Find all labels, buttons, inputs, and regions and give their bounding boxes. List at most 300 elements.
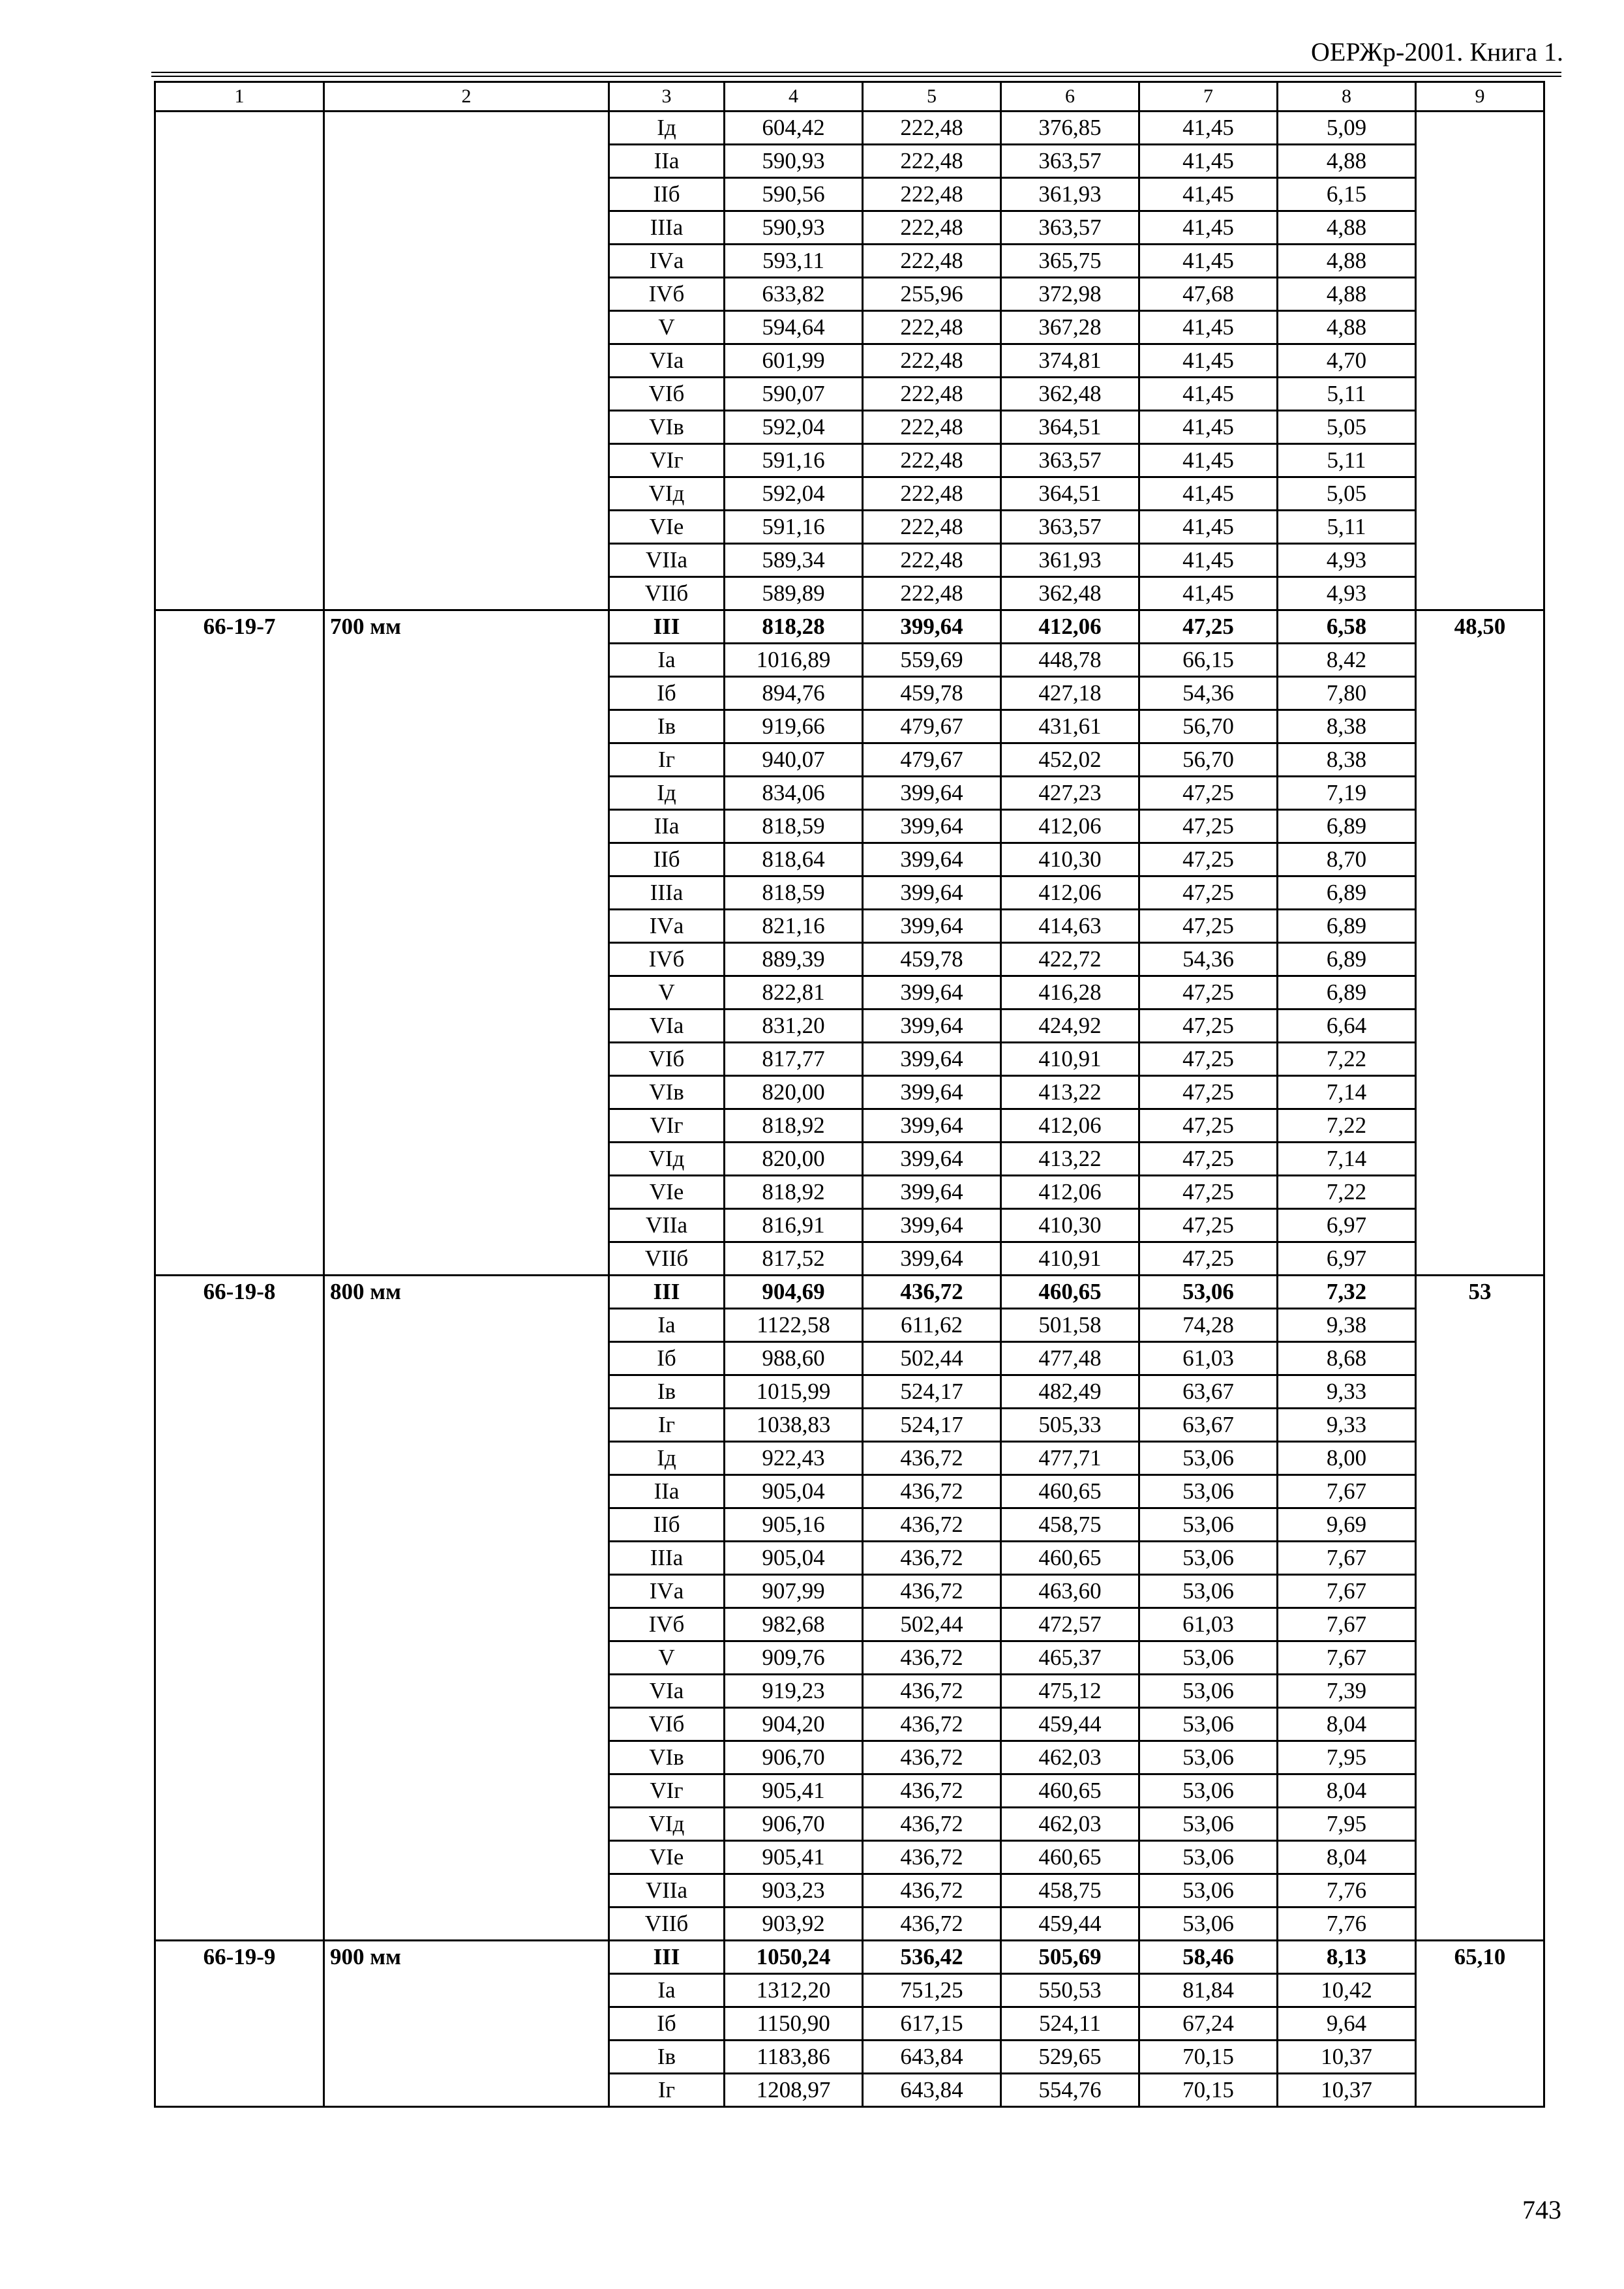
total-cost-cell: 591,16 bbox=[725, 444, 863, 477]
machinist-wages-cell: 54,36 bbox=[1139, 943, 1278, 976]
materials-cost-cell: 7,19 bbox=[1278, 777, 1416, 810]
total-cost-cell: 593,11 bbox=[725, 245, 863, 278]
materials-cost-cell: 7,14 bbox=[1278, 1143, 1416, 1176]
materials-cost-cell: 6,89 bbox=[1278, 876, 1416, 910]
machine-cost-cell: 367,28 bbox=[1001, 311, 1139, 344]
machine-cost-cell: 361,93 bbox=[1001, 544, 1139, 577]
machine-cost-cell: 361,93 bbox=[1001, 178, 1139, 211]
wages-cost-cell: 222,48 bbox=[863, 577, 1001, 610]
total-cost-cell: 604,42 bbox=[725, 112, 863, 145]
machine-cost-cell: 524,11 bbox=[1001, 2007, 1139, 2041]
wages-cost-cell: 399,64 bbox=[863, 1076, 1001, 1109]
machine-cost-cell: 465,37 bbox=[1001, 1641, 1139, 1675]
total-cost-cell: 905,41 bbox=[725, 1841, 863, 1874]
wages-cost-cell: 643,84 bbox=[863, 2074, 1001, 2107]
total-cost-cell: 818,92 bbox=[725, 1176, 863, 1209]
materials-cost-cell: 8,38 bbox=[1278, 743, 1416, 777]
total-cost-cell: 889,39 bbox=[725, 943, 863, 976]
wages-cost-cell: 222,48 bbox=[863, 411, 1001, 444]
region-column-cell: Iа bbox=[609, 1309, 725, 1342]
wages-cost-cell: 222,48 bbox=[863, 178, 1001, 211]
region-column-cell: VIв bbox=[609, 1076, 725, 1109]
machine-cost-cell: 364,51 bbox=[1001, 411, 1139, 444]
materials-cost-cell: 7,22 bbox=[1278, 1109, 1416, 1143]
materials-cost-cell: 4,88 bbox=[1278, 245, 1416, 278]
region-column-cell: VIIб bbox=[609, 1908, 725, 1941]
wages-cost-cell: 399,64 bbox=[863, 843, 1001, 876]
region-column-cell: IVб bbox=[609, 1608, 725, 1641]
materials-cost-cell: 6,58 bbox=[1278, 610, 1416, 644]
materials-cost-cell: 8,68 bbox=[1278, 1342, 1416, 1375]
materials-cost-cell: 8,00 bbox=[1278, 1442, 1416, 1475]
materials-cost-cell: 7,22 bbox=[1278, 1043, 1416, 1076]
wages-cost-cell: 643,84 bbox=[863, 2041, 1001, 2074]
materials-cost-cell: 4,88 bbox=[1278, 278, 1416, 311]
materials-cost-cell: 6,97 bbox=[1278, 1242, 1416, 1276]
region-column-cell: IIб bbox=[609, 843, 725, 876]
machine-cost-cell: 413,22 bbox=[1001, 1143, 1139, 1176]
materials-cost-cell: 6,89 bbox=[1278, 976, 1416, 1010]
total-cost-cell: 982,68 bbox=[725, 1608, 863, 1641]
machinist-wages-cell: 47,25 bbox=[1139, 1176, 1278, 1209]
column-number: 2 bbox=[324, 82, 609, 112]
materials-cost-cell: 7,32 bbox=[1278, 1276, 1416, 1309]
materials-cost-cell: 8,04 bbox=[1278, 1841, 1416, 1874]
total-cost-cell: 590,93 bbox=[725, 145, 863, 178]
name-cell bbox=[324, 112, 609, 610]
total-cost-cell: 818,92 bbox=[725, 1109, 863, 1143]
machinist-wages-cell: 74,28 bbox=[1139, 1309, 1278, 1342]
total-cost-cell: 831,20 bbox=[725, 1010, 863, 1043]
wages-cost-cell: 399,64 bbox=[863, 1176, 1001, 1209]
materials-cost-cell: 6,89 bbox=[1278, 910, 1416, 943]
materials-cost-cell: 4,88 bbox=[1278, 211, 1416, 245]
column-number: 9 bbox=[1416, 82, 1544, 112]
wages-cost-cell: 222,48 bbox=[863, 378, 1001, 411]
materials-cost-cell: 6,64 bbox=[1278, 1010, 1416, 1043]
machine-cost-cell: 364,51 bbox=[1001, 477, 1139, 511]
machinist-wages-cell: 47,25 bbox=[1139, 843, 1278, 876]
machine-cost-cell: 458,75 bbox=[1001, 1874, 1139, 1908]
total-cost-cell: 818,59 bbox=[725, 876, 863, 910]
region-column-cell: VIе bbox=[609, 1841, 725, 1874]
unit-value-cell bbox=[1416, 112, 1544, 610]
machinist-wages-cell: 47,25 bbox=[1139, 976, 1278, 1010]
total-cost-cell: 817,77 bbox=[725, 1043, 863, 1076]
column-number: 1 bbox=[155, 82, 324, 112]
materials-cost-cell: 6,89 bbox=[1278, 810, 1416, 843]
wages-cost-cell: 559,69 bbox=[863, 644, 1001, 677]
table-row bbox=[155, 1276, 1544, 1309]
name-cell: 700 мм bbox=[324, 610, 609, 1276]
machinist-wages-cell: 47,25 bbox=[1139, 1109, 1278, 1143]
total-cost-cell: 594,64 bbox=[725, 311, 863, 344]
wages-cost-cell: 436,72 bbox=[863, 1641, 1001, 1675]
region-column-cell: IVа bbox=[609, 1575, 725, 1608]
machinist-wages-cell: 63,67 bbox=[1139, 1409, 1278, 1442]
machine-cost-cell: 363,57 bbox=[1001, 211, 1139, 245]
price-table bbox=[154, 81, 1545, 2108]
machinist-wages-cell: 53,06 bbox=[1139, 1641, 1278, 1675]
machine-cost-cell: 475,12 bbox=[1001, 1675, 1139, 1708]
region-column-cell: IVа bbox=[609, 245, 725, 278]
column-number: 8 bbox=[1278, 82, 1416, 112]
machine-cost-cell: 427,23 bbox=[1001, 777, 1139, 810]
machine-cost-cell: 452,02 bbox=[1001, 743, 1139, 777]
total-cost-cell: 1016,89 bbox=[725, 644, 863, 677]
region-column-cell: VIIб bbox=[609, 577, 725, 610]
machine-cost-cell: 416,28 bbox=[1001, 976, 1139, 1010]
total-cost-cell: 1050,24 bbox=[725, 1941, 863, 1974]
machinist-wages-cell: 67,24 bbox=[1139, 2007, 1278, 2041]
total-cost-cell: 592,04 bbox=[725, 477, 863, 511]
region-column-cell: VIе bbox=[609, 511, 725, 544]
machinist-wages-cell: 41,45 bbox=[1139, 344, 1278, 378]
machine-cost-cell: 550,53 bbox=[1001, 1974, 1139, 2007]
total-cost-cell: 903,23 bbox=[725, 1874, 863, 1908]
region-column-cell: Iд bbox=[609, 1442, 725, 1475]
region-column-cell: V bbox=[609, 976, 725, 1010]
table-row bbox=[155, 1941, 1544, 1974]
wages-cost-cell: 399,64 bbox=[863, 1010, 1001, 1043]
materials-cost-cell: 9,33 bbox=[1278, 1409, 1416, 1442]
machinist-wages-cell: 53,06 bbox=[1139, 1276, 1278, 1309]
materials-cost-cell: 5,11 bbox=[1278, 511, 1416, 544]
materials-cost-cell: 6,97 bbox=[1278, 1209, 1416, 1242]
total-cost-cell: 905,16 bbox=[725, 1508, 863, 1542]
materials-cost-cell: 7,67 bbox=[1278, 1575, 1416, 1608]
region-column-cell: VIг bbox=[609, 1774, 725, 1808]
machinist-wages-cell: 41,45 bbox=[1139, 378, 1278, 411]
region-column-cell: III bbox=[609, 1941, 725, 1974]
wages-cost-cell: 479,67 bbox=[863, 710, 1001, 743]
machine-cost-cell: 529,65 bbox=[1001, 2041, 1139, 2074]
region-column-cell: VIIа bbox=[609, 1209, 725, 1242]
total-cost-cell: 906,70 bbox=[725, 1808, 863, 1841]
region-column-cell: V bbox=[609, 1641, 725, 1675]
header-rule bbox=[151, 76, 1561, 77]
machine-cost-cell: 482,49 bbox=[1001, 1375, 1139, 1409]
region-column-cell: IIа bbox=[609, 1475, 725, 1508]
total-cost-cell: 922,43 bbox=[725, 1442, 863, 1475]
machine-cost-cell: 412,06 bbox=[1001, 810, 1139, 843]
wages-cost-cell: 524,17 bbox=[863, 1409, 1001, 1442]
machinist-wages-cell: 47,25 bbox=[1139, 910, 1278, 943]
materials-cost-cell: 7,39 bbox=[1278, 1675, 1416, 1708]
materials-cost-cell: 10,37 bbox=[1278, 2041, 1416, 2074]
total-cost-cell: 816,91 bbox=[725, 1209, 863, 1242]
region-column-cell: VIIб bbox=[609, 1242, 725, 1276]
machine-cost-cell: 460,65 bbox=[1001, 1542, 1139, 1575]
region-column-cell: VIг bbox=[609, 444, 725, 477]
machinist-wages-cell: 41,45 bbox=[1139, 211, 1278, 245]
region-column-cell: Iг bbox=[609, 1409, 725, 1442]
machine-cost-cell: 505,33 bbox=[1001, 1409, 1139, 1442]
materials-cost-cell: 5,11 bbox=[1278, 378, 1416, 411]
wages-cost-cell: 399,64 bbox=[863, 876, 1001, 910]
machinist-wages-cell: 47,25 bbox=[1139, 1076, 1278, 1109]
wages-cost-cell: 222,48 bbox=[863, 344, 1001, 378]
total-cost-cell: 907,99 bbox=[725, 1575, 863, 1608]
wages-cost-cell: 617,15 bbox=[863, 2007, 1001, 2041]
region-column-cell: IVб bbox=[609, 278, 725, 311]
wages-cost-cell: 436,72 bbox=[863, 1442, 1001, 1475]
machinist-wages-cell: 53,06 bbox=[1139, 1808, 1278, 1841]
materials-cost-cell: 4,93 bbox=[1278, 544, 1416, 577]
machine-cost-cell: 363,57 bbox=[1001, 444, 1139, 477]
wages-cost-cell: 436,72 bbox=[863, 1508, 1001, 1542]
machinist-wages-cell: 47,68 bbox=[1139, 278, 1278, 311]
wages-cost-cell: 524,17 bbox=[863, 1375, 1001, 1409]
materials-cost-cell: 7,95 bbox=[1278, 1741, 1416, 1774]
machine-cost-cell: 363,57 bbox=[1001, 145, 1139, 178]
region-column-cell: VIд bbox=[609, 477, 725, 511]
wages-cost-cell: 222,48 bbox=[863, 112, 1001, 145]
machine-cost-cell: 462,03 bbox=[1001, 1741, 1139, 1774]
materials-cost-cell: 5,09 bbox=[1278, 112, 1416, 145]
machinist-wages-cell: 66,15 bbox=[1139, 644, 1278, 677]
region-column-cell: VIа bbox=[609, 1675, 725, 1708]
machine-cost-cell: 362,48 bbox=[1001, 577, 1139, 610]
total-cost-cell: 589,34 bbox=[725, 544, 863, 577]
machinist-wages-cell: 41,45 bbox=[1139, 311, 1278, 344]
region-column-cell: Iг bbox=[609, 2074, 725, 2107]
machinist-wages-cell: 58,46 bbox=[1139, 1941, 1278, 1974]
region-column-cell: Iв bbox=[609, 2041, 725, 2074]
table-body bbox=[155, 82, 1544, 2107]
machine-cost-cell: 501,58 bbox=[1001, 1309, 1139, 1342]
column-number: 3 bbox=[609, 82, 725, 112]
machinist-wages-cell: 70,15 bbox=[1139, 2074, 1278, 2107]
wages-cost-cell: 436,72 bbox=[863, 1774, 1001, 1808]
total-cost-cell: 592,04 bbox=[725, 411, 863, 444]
machine-cost-cell: 460,65 bbox=[1001, 1841, 1139, 1874]
machinist-wages-cell: 47,25 bbox=[1139, 1143, 1278, 1176]
column-number: 5 bbox=[863, 82, 1001, 112]
wages-cost-cell: 436,72 bbox=[863, 1841, 1001, 1874]
region-column-cell: IVб bbox=[609, 943, 725, 976]
machine-cost-cell: 463,60 bbox=[1001, 1575, 1139, 1608]
materials-cost-cell: 8,04 bbox=[1278, 1708, 1416, 1741]
wages-cost-cell: 399,64 bbox=[863, 610, 1001, 644]
materials-cost-cell: 7,67 bbox=[1278, 1475, 1416, 1508]
name-cell: 900 мм bbox=[324, 1941, 609, 2107]
machine-cost-cell: 462,03 bbox=[1001, 1808, 1139, 1841]
machinist-wages-cell: 41,45 bbox=[1139, 112, 1278, 145]
machine-cost-cell: 460,65 bbox=[1001, 1774, 1139, 1808]
machinist-wages-cell: 47,25 bbox=[1139, 810, 1278, 843]
wages-cost-cell: 255,96 bbox=[863, 278, 1001, 311]
total-cost-cell: 904,20 bbox=[725, 1708, 863, 1741]
region-column-cell: VIа bbox=[609, 1010, 725, 1043]
total-cost-cell: 821,16 bbox=[725, 910, 863, 943]
machinist-wages-cell: 47,25 bbox=[1139, 876, 1278, 910]
machinist-wages-cell: 53,06 bbox=[1139, 1508, 1278, 1542]
wages-cost-cell: 751,25 bbox=[863, 1974, 1001, 2007]
total-cost-cell: 905,41 bbox=[725, 1774, 863, 1808]
machine-cost-cell: 460,65 bbox=[1001, 1276, 1139, 1309]
wages-cost-cell: 222,48 bbox=[863, 311, 1001, 344]
column-number: 6 bbox=[1001, 82, 1139, 112]
materials-cost-cell: 4,88 bbox=[1278, 145, 1416, 178]
materials-cost-cell: 7,95 bbox=[1278, 1808, 1416, 1841]
region-column-cell: Iб bbox=[609, 1342, 725, 1375]
total-cost-cell: 590,93 bbox=[725, 211, 863, 245]
wages-cost-cell: 399,64 bbox=[863, 810, 1001, 843]
materials-cost-cell: 7,22 bbox=[1278, 1176, 1416, 1209]
machine-cost-cell: 431,61 bbox=[1001, 710, 1139, 743]
region-column-cell: VIIа bbox=[609, 1874, 725, 1908]
wages-cost-cell: 436,72 bbox=[863, 1575, 1001, 1608]
wages-cost-cell: 222,48 bbox=[863, 477, 1001, 511]
wages-cost-cell: 222,48 bbox=[863, 211, 1001, 245]
total-cost-cell: 633,82 bbox=[725, 278, 863, 311]
wages-cost-cell: 459,78 bbox=[863, 943, 1001, 976]
region-column-cell: Iб bbox=[609, 2007, 725, 2041]
total-cost-cell: 820,00 bbox=[725, 1076, 863, 1109]
header-rule bbox=[151, 72, 1561, 73]
wages-cost-cell: 399,64 bbox=[863, 910, 1001, 943]
machine-cost-cell: 410,91 bbox=[1001, 1043, 1139, 1076]
unit-value-cell: 53 bbox=[1416, 1276, 1544, 1941]
total-cost-cell: 590,07 bbox=[725, 378, 863, 411]
machine-cost-cell: 412,06 bbox=[1001, 876, 1139, 910]
region-column-cell: IIIа bbox=[609, 1542, 725, 1575]
wages-cost-cell: 436,72 bbox=[863, 1542, 1001, 1575]
machine-cost-cell: 448,78 bbox=[1001, 644, 1139, 677]
materials-cost-cell: 7,67 bbox=[1278, 1641, 1416, 1675]
materials-cost-cell: 8,42 bbox=[1278, 644, 1416, 677]
region-column-cell: Iа bbox=[609, 644, 725, 677]
machine-cost-cell: 376,85 bbox=[1001, 112, 1139, 145]
machine-cost-cell: 374,81 bbox=[1001, 344, 1139, 378]
machinist-wages-cell: 61,03 bbox=[1139, 1342, 1278, 1375]
machinist-wages-cell: 63,67 bbox=[1139, 1375, 1278, 1409]
total-cost-cell: 1208,97 bbox=[725, 2074, 863, 2107]
region-column-cell: VIе bbox=[609, 1176, 725, 1209]
total-cost-cell: 906,70 bbox=[725, 1741, 863, 1774]
region-column-cell: IVа bbox=[609, 910, 725, 943]
machinist-wages-cell: 41,45 bbox=[1139, 411, 1278, 444]
materials-cost-cell: 9,64 bbox=[1278, 2007, 1416, 2041]
region-column-cell: Iб bbox=[609, 677, 725, 710]
machinist-wages-cell: 47,25 bbox=[1139, 610, 1278, 644]
machine-cost-cell: 412,06 bbox=[1001, 1176, 1139, 1209]
total-cost-cell: 940,07 bbox=[725, 743, 863, 777]
machinist-wages-cell: 47,25 bbox=[1139, 1242, 1278, 1276]
region-column-cell: IIIа bbox=[609, 211, 725, 245]
machinist-wages-cell: 53,06 bbox=[1139, 1841, 1278, 1874]
machinist-wages-cell: 53,06 bbox=[1139, 1774, 1278, 1808]
region-column-cell: VIб bbox=[609, 1043, 725, 1076]
machine-cost-cell: 422,72 bbox=[1001, 943, 1139, 976]
wages-cost-cell: 399,64 bbox=[863, 1109, 1001, 1143]
region-column-cell: VIа bbox=[609, 344, 725, 378]
machine-cost-cell: 372,98 bbox=[1001, 278, 1139, 311]
region-column-cell: IIа bbox=[609, 145, 725, 178]
region-column-cell: Iд bbox=[609, 777, 725, 810]
machinist-wages-cell: 53,06 bbox=[1139, 1475, 1278, 1508]
wages-cost-cell: 399,64 bbox=[863, 1143, 1001, 1176]
machine-cost-cell: 412,06 bbox=[1001, 1109, 1139, 1143]
machine-cost-cell: 424,92 bbox=[1001, 1010, 1139, 1043]
machine-cost-cell: 459,44 bbox=[1001, 1908, 1139, 1941]
wages-cost-cell: 502,44 bbox=[863, 1608, 1001, 1641]
total-cost-cell: 1150,90 bbox=[725, 2007, 863, 2041]
machine-cost-cell: 410,30 bbox=[1001, 1209, 1139, 1242]
materials-cost-cell: 7,67 bbox=[1278, 1542, 1416, 1575]
materials-cost-cell: 9,38 bbox=[1278, 1309, 1416, 1342]
machinist-wages-cell: 41,45 bbox=[1139, 511, 1278, 544]
machinist-wages-cell: 53,06 bbox=[1139, 1542, 1278, 1575]
total-cost-cell: 1015,99 bbox=[725, 1375, 863, 1409]
machine-cost-cell: 477,71 bbox=[1001, 1442, 1139, 1475]
materials-cost-cell: 5,05 bbox=[1278, 477, 1416, 511]
materials-cost-cell: 10,42 bbox=[1278, 1974, 1416, 2007]
wages-cost-cell: 536,42 bbox=[863, 1941, 1001, 1974]
table-row bbox=[155, 610, 1544, 644]
machine-cost-cell: 458,75 bbox=[1001, 1508, 1139, 1542]
total-cost-cell: 988,60 bbox=[725, 1342, 863, 1375]
materials-cost-cell: 4,93 bbox=[1278, 577, 1416, 610]
wages-cost-cell: 436,72 bbox=[863, 1708, 1001, 1741]
total-cost-cell: 817,52 bbox=[725, 1242, 863, 1276]
total-cost-cell: 591,16 bbox=[725, 511, 863, 544]
machinist-wages-cell: 47,25 bbox=[1139, 1010, 1278, 1043]
name-cell: 800 мм bbox=[324, 1276, 609, 1941]
region-column-cell: III bbox=[609, 1276, 725, 1309]
unit-value-cell: 48,50 bbox=[1416, 610, 1544, 1276]
materials-cost-cell: 6,89 bbox=[1278, 943, 1416, 976]
region-column-cell: VIIа bbox=[609, 544, 725, 577]
wages-cost-cell: 222,48 bbox=[863, 444, 1001, 477]
wages-cost-cell: 222,48 bbox=[863, 245, 1001, 278]
machinist-wages-cell: 70,15 bbox=[1139, 2041, 1278, 2074]
machinist-wages-cell: 53,06 bbox=[1139, 1675, 1278, 1708]
materials-cost-cell: 4,70 bbox=[1278, 344, 1416, 378]
machinist-wages-cell: 47,25 bbox=[1139, 1043, 1278, 1076]
region-column-cell: Iв bbox=[609, 1375, 725, 1409]
region-column-cell: III bbox=[609, 610, 725, 644]
wages-cost-cell: 436,72 bbox=[863, 1475, 1001, 1508]
machinist-wages-cell: 47,25 bbox=[1139, 1209, 1278, 1242]
machinist-wages-cell: 53,06 bbox=[1139, 1908, 1278, 1941]
materials-cost-cell: 8,38 bbox=[1278, 710, 1416, 743]
wages-cost-cell: 479,67 bbox=[863, 743, 1001, 777]
materials-cost-cell: 7,76 bbox=[1278, 1908, 1416, 1941]
region-column-cell: IIа bbox=[609, 810, 725, 843]
code-cell: 66-19-7 bbox=[155, 610, 324, 1276]
materials-cost-cell: 9,33 bbox=[1278, 1375, 1416, 1409]
machine-cost-cell: 410,91 bbox=[1001, 1242, 1139, 1276]
machine-cost-cell: 459,44 bbox=[1001, 1708, 1139, 1741]
total-cost-cell: 589,89 bbox=[725, 577, 863, 610]
machinist-wages-cell: 47,25 bbox=[1139, 777, 1278, 810]
machinist-wages-cell: 56,70 bbox=[1139, 710, 1278, 743]
region-column-cell: IIIа bbox=[609, 876, 725, 910]
total-cost-cell: 822,81 bbox=[725, 976, 863, 1010]
materials-cost-cell: 8,13 bbox=[1278, 1941, 1416, 1974]
materials-cost-cell: 7,14 bbox=[1278, 1076, 1416, 1109]
machinist-wages-cell: 41,45 bbox=[1139, 577, 1278, 610]
page-number: 743 bbox=[1522, 2195, 1561, 2224]
machinist-wages-cell: 41,45 bbox=[1139, 444, 1278, 477]
machine-cost-cell: 505,69 bbox=[1001, 1941, 1139, 1974]
materials-cost-cell: 6,15 bbox=[1278, 178, 1416, 211]
total-cost-cell: 818,64 bbox=[725, 843, 863, 876]
region-column-cell: IIб bbox=[609, 178, 725, 211]
materials-cost-cell: 7,80 bbox=[1278, 677, 1416, 710]
